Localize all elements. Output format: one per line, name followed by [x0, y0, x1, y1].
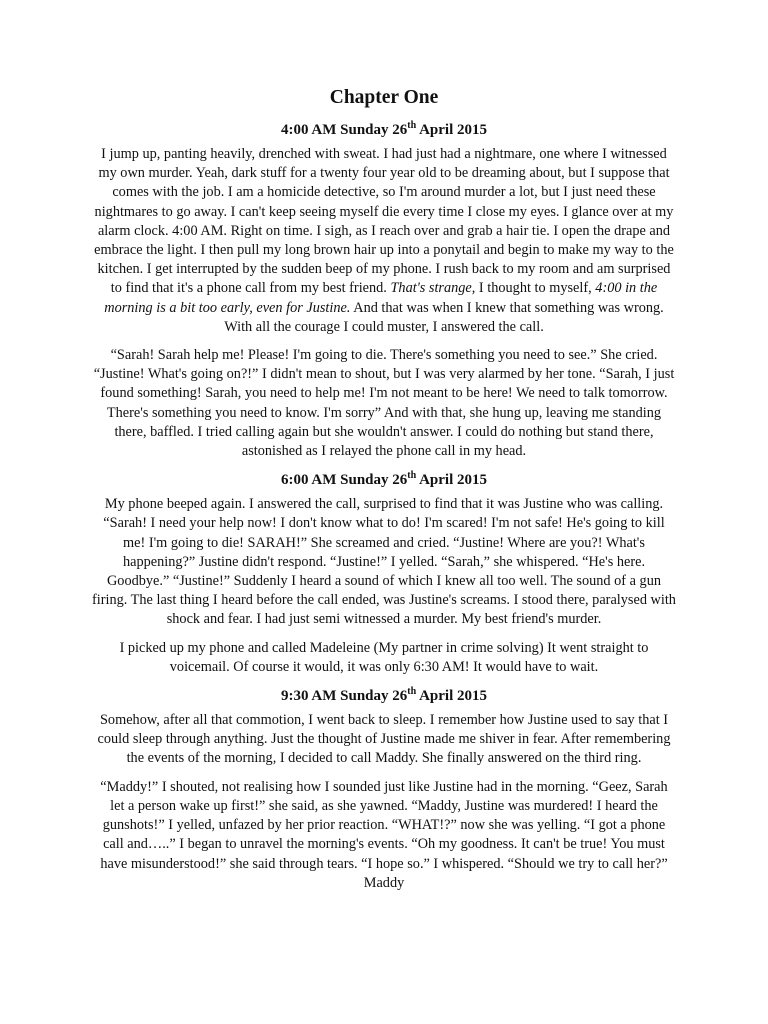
- heading-ordinal: th: [407, 470, 417, 482]
- section-heading: [92, 686, 676, 706]
- heading-time: 9:30 AM Sunday 26: [280, 688, 408, 705]
- paragraph-text: “Maddy!” I shouted, not realising how I sounded just like Justine had in the morning. “Geez, Sarah let a person wake up first!” she said, as she yawned. “Maddy, Justine was murdered! I heard the gunshots!” I yelled, unfazed by her prior reaction. “WHAT!?” now she was yelling. “I got a phone call and…..” I began to unravel the morning's events. “Oh my goodness. It can't be true! You must have misunderstood!” she said through tears. “I hope so.” I whispered. “Should we try to call her?” Maddy: [100, 778, 668, 891]
- heading-ordinal: th: [407, 686, 417, 698]
- italic-thought: That's strange,: [390, 280, 476, 297]
- heading-rest: April 2015: [416, 122, 488, 138]
- heading-ordinal: th: [407, 120, 417, 131]
- heading-time: 6:00 AM Sunday 26: [280, 472, 408, 489]
- heading-time: 4:00 AM Sunday 26: [280, 122, 408, 138]
- italic-thought: 4:00 in the morning is a bit too early, even for Justine.: [104, 280, 658, 316]
- chapter-body: [92, 120, 676, 893]
- story-paragraph: [92, 346, 676, 461]
- section-heading: [92, 470, 676, 490]
- story-paragraph: [92, 711, 676, 769]
- chapter-title: Chapter One: [329, 87, 439, 108]
- paragraph-text: Somehow, after all that commotion, I went back to sleep. I remember how Justine used to say that I could sleep through anything. Just the thought of Justine made me shiver in fear. After remembering the events of the morning, I decided to call Maddy. She finally answered on the third ring.: [97, 712, 671, 767]
- story-paragraph: [92, 145, 676, 337]
- paragraph-text: I thought to myself,: [475, 280, 596, 297]
- story-paragraph: [92, 778, 676, 893]
- paragraph-text: I picked up my phone and called Madeleine (My partner in crime solving) It went straight to voicemail. Of course it would, it was only 6:30 AM! It would have to wait.: [119, 639, 649, 675]
- paragraph-text: “Sarah! Sarah help me! Please! I'm going to die. There's something you need to see.” She cried. “Justine! What's going on?!” I didn't mean to shout, but I was very alarmed by her tone. “Sarah, I just found something! Sarah, you need to help me! I'm not meant to be here! We need to talk tomorrow. There's something you need to know. I'm sorry” And with that, she hung up, leaving me standing there, baffled. I tried calling again but she wouldn't answer. I could do nothing but stand there, astonished as I relayed the phone call in my head.: [93, 347, 675, 460]
- heading-rest: April 2015: [416, 472, 488, 489]
- story-paragraph: [92, 495, 676, 629]
- paragraph-text: My phone beeped again. I answered the call, surprised to find that it was Justine who was calling. “Sarah! I need your help now! I don't know what to do! I'm scared! I'm not safe! He's going to kill me! I'm going to die! SARAH!” She screamed and cried. “Justine! Where are you?! What's happening?” Justine didn't respond. “Justine!” I yelled. “Sarah,” she whispered. “He's here. Goodbye.” “Justine!” Suddenly I heard a sound of which I knew all too well. The sound of a gun firing. The last thing I heard before the call ended, was Justine's screams. I stood there, paralysed with shock and fear. I had just semi witnessed a murder. My best friend's murder.: [92, 496, 676, 628]
- heading-rest: April 2015: [416, 688, 488, 705]
- story-paragraph: [92, 639, 676, 677]
- paragraph-text: I jump up, panting heavily, drenched with sweat. I had just had a nightmare, one where I witnessed my own murder. Yeah, dark stuff for a twenty four year old to be dreaming about, but I suppose that comes with the job. I am a homicide detective, so I'm around murder a lot, but I just need these nightmares to go away. I can't keep seeing myself die every time I close my eyes. I glance over at my alarm clock. 4:00 AM. Right on time. I sigh, as I reach over and grab a hair tie. I open the drape and embrace the light. I then pull my long brown hair up into a ponytail and begin to make my way to the kitchen. I get interrupted by the sudden beep of my phone. I rush back to my room and am surprised to find that it's a phone call from my best friend.: [94, 146, 674, 297]
- section-heading: [92, 120, 676, 140]
- paragraph-text: And that was when I knew that something was wrong. With all the courage I could muster, I answered the call.: [224, 299, 664, 335]
